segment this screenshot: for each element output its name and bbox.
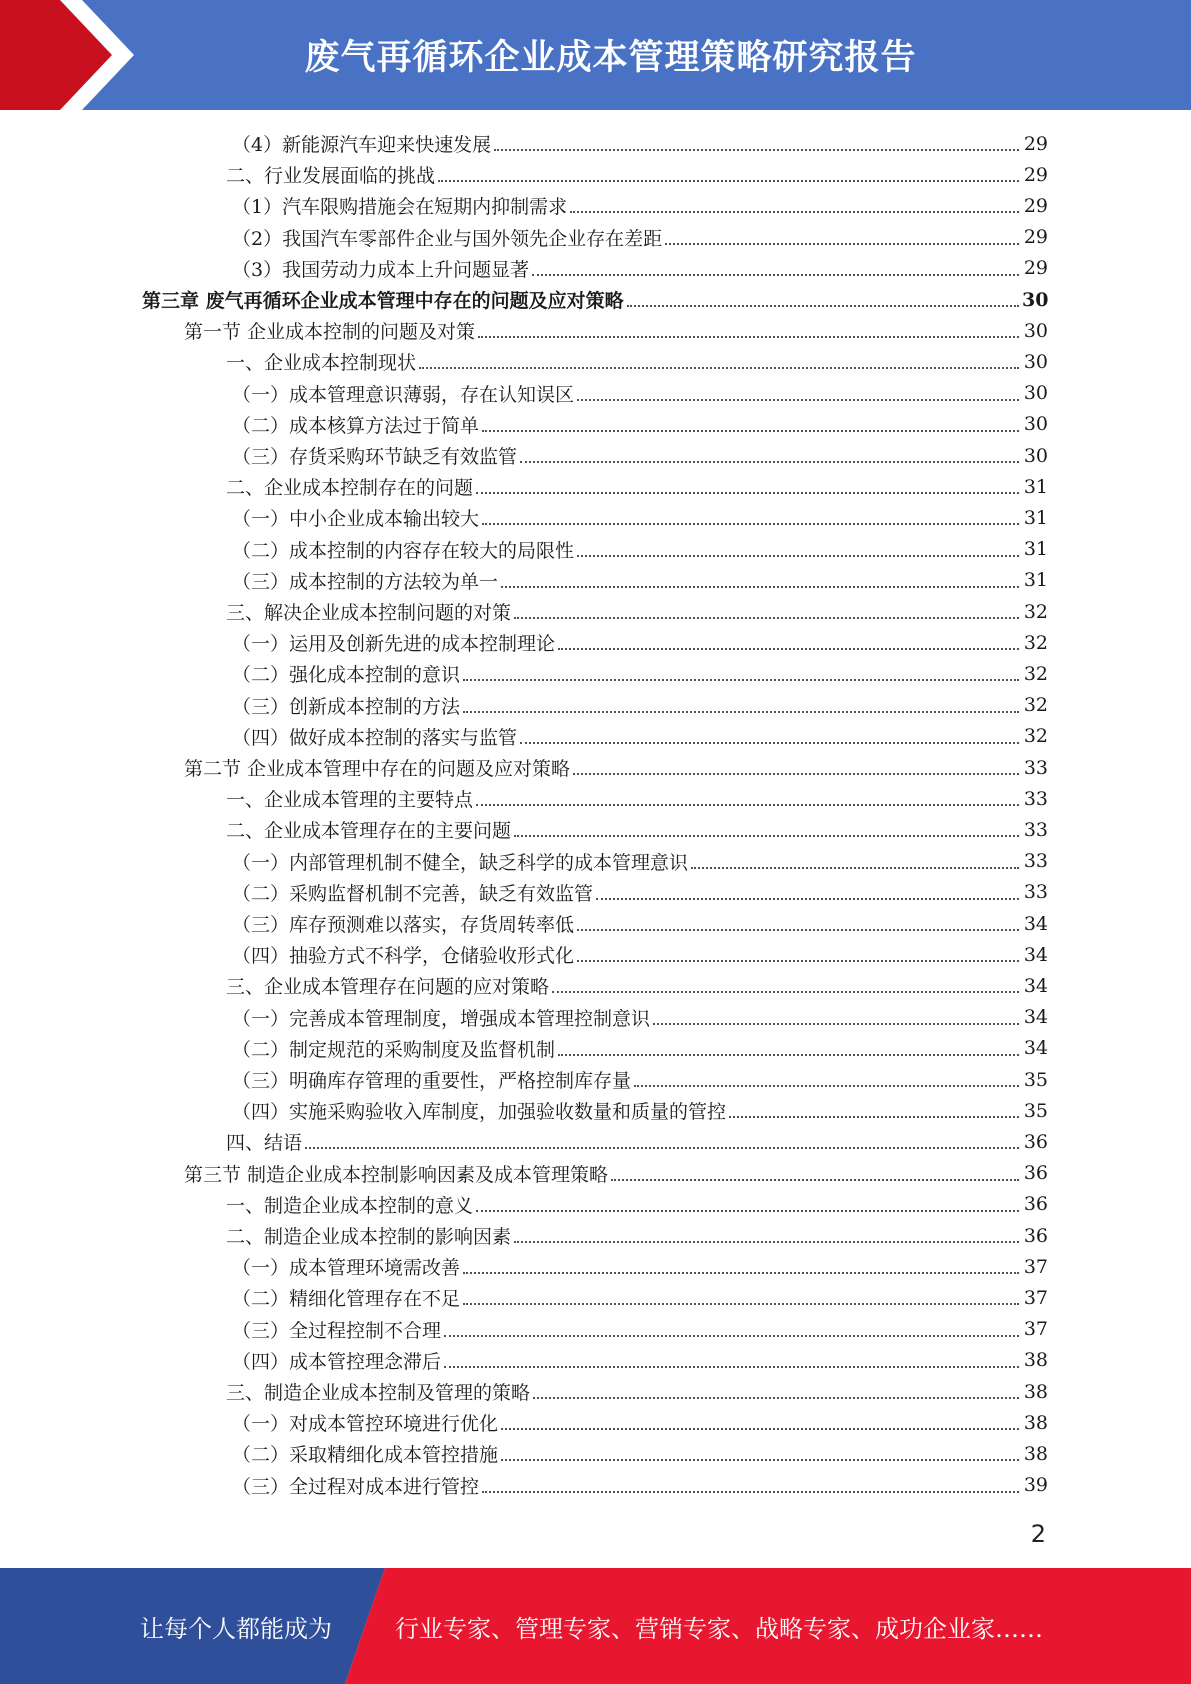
footer-slogan-left: 让每个人都能成为	[140, 1614, 332, 1643]
toc-entry-title: （三）全过程对成本进行管控	[232, 1475, 480, 1498]
toc-entry-page: 39	[1023, 1474, 1048, 1497]
toc-entry-title: 一、制造企业成本控制的意义	[226, 1194, 474, 1217]
toc-entry[interactable]	[232, 1002, 1048, 1033]
toc-entry[interactable]	[226, 596, 1048, 627]
toc-dot-leader	[476, 1209, 1019, 1212]
toc-dot-leader	[501, 1458, 1019, 1461]
toc-entry[interactable]	[232, 502, 1048, 533]
toc-entry[interactable]	[142, 284, 1048, 315]
toc-entry-page: 32	[1023, 694, 1048, 717]
toc-entry-page: 38	[1023, 1380, 1048, 1403]
toc-entry[interactable]	[184, 315, 1048, 346]
toc-dot-leader	[514, 1240, 1019, 1243]
toc-entry[interactable]	[226, 471, 1048, 502]
toc-entry-title: 二、企业成本控制存在的问题	[226, 477, 474, 500]
toc-dot-leader	[463, 1302, 1019, 1305]
toc-entry-page: 35	[1023, 1099, 1048, 1122]
toc-dot-leader	[463, 710, 1019, 713]
toc-entry[interactable]	[232, 1095, 1048, 1126]
toc-dot-leader	[501, 585, 1019, 588]
toc-entry[interactable]	[226, 346, 1048, 377]
toc-dot-leader	[482, 1490, 1019, 1493]
toc-dot-leader	[653, 1022, 1019, 1025]
page-number: 2	[1030, 1520, 1046, 1548]
toc-entry[interactable]	[226, 1126, 1048, 1157]
toc-entry[interactable]	[232, 658, 1048, 689]
toc-entry-title: （二）采购监督机制不完善，缺乏有效监管	[232, 882, 594, 905]
toc-entry[interactable]	[232, 721, 1048, 752]
toc-entry-page: 30	[1023, 350, 1048, 373]
toc-dot-leader	[514, 616, 1019, 619]
toc-entry-page: 38	[1023, 1349, 1048, 1372]
toc-entry-page: 31	[1023, 475, 1048, 498]
toc-dot-leader	[476, 491, 1019, 494]
toc-entry-page: 38	[1023, 1442, 1048, 1465]
toc-entry-title: （二）制定规范的采购制度及监督机制	[232, 1038, 556, 1061]
toc-entry-title: 三、制造企业成本控制及管理的策略	[226, 1382, 531, 1404]
header-banner	[0, 0, 1191, 110]
toc-entry-page: 31	[1023, 506, 1048, 529]
toc-dot-leader	[533, 1396, 1019, 1399]
toc-dot-leader	[501, 1427, 1019, 1430]
toc-dot-leader	[482, 522, 1019, 525]
toc-entry-page: 36	[1023, 1162, 1048, 1185]
toc-dot-leader	[520, 741, 1019, 744]
toc-entry-title: （一）成本管理意识薄弱，存在认知误区	[232, 383, 575, 406]
toc-entry-title: （一）对成本管控环境进行优化	[232, 1413, 499, 1436]
toc-entry[interactable]	[232, 565, 1048, 596]
toc-dot-leader	[570, 210, 1019, 213]
toc-entry-page: 34	[1023, 1037, 1048, 1060]
toc-entry[interactable]	[232, 939, 1048, 970]
toc-entry-page: 32	[1023, 725, 1048, 748]
toc-entry[interactable]	[232, 1407, 1048, 1438]
toc-entry-title: （三）存货采购环节缺乏有效监管	[232, 446, 518, 468]
toc-dot-leader	[305, 1146, 1019, 1149]
toc-entry-page: 33	[1023, 756, 1048, 779]
toc-entry-page: 35	[1023, 1068, 1048, 1091]
toc-entry[interactable]	[184, 1158, 1048, 1189]
toc-entry[interactable]	[226, 814, 1048, 845]
toc-dot-leader	[444, 1365, 1019, 1368]
toc-entry-page: 36	[1023, 1224, 1048, 1247]
toc-entry-title: 一、企业成本控制现状	[226, 352, 417, 375]
toc-entry-page: 34	[1023, 943, 1048, 966]
toc-entry-title: （一）成本管理环境需改善	[232, 1257, 461, 1280]
toc-entry[interactable]	[232, 534, 1048, 565]
toc-entry[interactable]	[232, 877, 1048, 908]
toc-entry[interactable]	[232, 1251, 1048, 1282]
toc-entry-page: 36	[1023, 1130, 1048, 1153]
toc-entry-title: 三、企业成本管理存在问题的应对策略	[226, 976, 550, 999]
toc-dot-leader	[532, 273, 1019, 276]
toc-entry-title: （四）做好成本控制的落实与监管	[232, 726, 518, 749]
toc-entry-title: （一）运用及创新先进的成本控制理论	[232, 633, 556, 656]
toc-dot-leader	[419, 366, 1019, 369]
toc-entry-title: 第三节 制造企业成本控制影响因素及成本管理策略	[184, 1163, 609, 1186]
toc-entry[interactable]	[232, 253, 1048, 284]
toc-entry-title: 三、解决企业成本控制问题的对策	[226, 602, 512, 624]
document-title: 废气再循环企业成本管理策略研究报告	[304, 38, 917, 78]
toc-dot-leader	[577, 398, 1019, 401]
toc-entry-page: 29	[1023, 194, 1048, 217]
toc-entry-title: （1）汽车限购措施会在短期内抑制需求	[232, 196, 568, 219]
toc-entry[interactable]	[232, 1470, 1048, 1501]
toc-entry-page: 29	[1023, 257, 1048, 280]
toc-entry[interactable]	[232, 690, 1048, 721]
toc-entry-title: 二、行业发展面临的挑战	[226, 165, 436, 188]
toc-entry-page: 32	[1023, 600, 1048, 623]
toc-dot-leader	[552, 990, 1019, 993]
toc-entry-title: 二、制造企业成本控制的影响因素	[226, 1226, 512, 1248]
toc-entry-title: 二、企业成本管理存在的主要问题	[226, 820, 512, 843]
toc-entry-page: 38	[1023, 1411, 1048, 1434]
toc-entry[interactable]	[232, 846, 1048, 877]
toc-dot-leader	[577, 959, 1019, 962]
toc-entry[interactable]	[232, 1282, 1048, 1313]
toc-entry-page: 29	[1023, 132, 1048, 155]
toc-entry-title: （二）采取精细化成本管控措施	[232, 1444, 499, 1467]
toc-entry-page: 30	[1023, 444, 1048, 467]
toc-entry-title: （二）成本核算方法过于简单	[232, 414, 480, 437]
toc-entry[interactable]	[232, 222, 1048, 253]
toc-dot-leader	[438, 179, 1019, 182]
toc-dot-leader	[520, 460, 1019, 463]
toc-dot-leader	[729, 1115, 1019, 1118]
toc-dot-leader	[514, 834, 1019, 837]
toc-entry-page: 29	[1023, 163, 1048, 186]
toc-entry-title: （3）我国劳动力成本上升问题显著	[232, 258, 530, 281]
toc-dot-leader	[558, 647, 1019, 650]
toc-dot-leader	[482, 429, 1019, 432]
header-arrow-decoration	[0, 0, 150, 110]
toc-entry[interactable]	[232, 409, 1048, 440]
toc-entry-page: 30	[1022, 288, 1049, 311]
toc-entry-title: （四）抽验方式不科学，仓储验收形式化	[232, 945, 575, 968]
toc-entry-page: 34	[1023, 912, 1048, 935]
toc-entry[interactable]	[232, 1345, 1048, 1376]
toc-entry[interactable]	[226, 783, 1048, 814]
toc-dot-leader	[476, 803, 1019, 806]
toc-dot-leader	[478, 335, 1019, 338]
toc-entry-title: （2）我国汽车零部件企业与国外领先企业存在差距	[232, 227, 663, 250]
toc-entry-title: （三）全过程控制不合理	[232, 1319, 442, 1342]
toc-entry-title: 第一节 企业成本控制的问题及对策	[184, 321, 476, 344]
toc-entry[interactable]	[232, 1314, 1048, 1345]
toc-entry[interactable]	[232, 627, 1048, 658]
toc-entry-page: 33	[1023, 850, 1048, 873]
toc-entry-title: （三）成本控制的方法较为单一	[232, 570, 499, 593]
footer-slogan-right: 行业专家、管理专家、营销专家、战略专家、成功企业家……	[395, 1614, 1043, 1643]
toc-entry[interactable]	[226, 159, 1048, 190]
toc-entry[interactable]	[232, 190, 1048, 221]
toc-entry-title: 一、企业成本管理的主要特点	[226, 789, 474, 812]
toc-entry-title: （二）精细化管理存在不足	[232, 1288, 461, 1311]
toc-dot-leader	[665, 242, 1019, 245]
toc-entry-page: 31	[1023, 538, 1048, 561]
toc-entry[interactable]	[232, 1033, 1048, 1064]
toc-dot-leader	[577, 554, 1019, 557]
toc-dot-leader	[611, 1178, 1019, 1181]
toc-dot-leader	[691, 866, 1019, 869]
toc-entry-page: 30	[1023, 382, 1048, 405]
toc-dot-leader	[573, 772, 1019, 775]
toc-entry-page: 37	[1023, 1286, 1048, 1309]
toc-entry-page: 33	[1023, 787, 1048, 810]
toc-entry-title: （三）创新成本控制的方法	[232, 695, 461, 718]
toc-entry-title: （二）成本控制的内容存在较大的局限性	[232, 539, 575, 562]
toc-dot-leader	[558, 1053, 1019, 1056]
toc-dot-leader	[577, 928, 1019, 931]
toc-entry-page: 34	[1023, 1006, 1048, 1029]
toc-entry-title: （四）成本管控理念滞后	[232, 1350, 442, 1373]
toc-entry-page: 32	[1023, 662, 1048, 685]
toc-dot-leader	[634, 1084, 1019, 1087]
toc-entry[interactable]	[232, 440, 1048, 471]
toc-entry-title: （一）完善成本管理制度，增强成本管理控制意识	[232, 1007, 651, 1030]
toc-entry[interactable]	[232, 1438, 1048, 1469]
toc-entry-title: 四、结语	[226, 1132, 303, 1155]
toc-entry-title: （4）新能源汽车迎来快速发展	[232, 134, 492, 156]
toc-entry[interactable]	[226, 1376, 1048, 1407]
toc-entry-title: （一）内部管理机制不健全，缺乏科学的成本管理意识	[232, 851, 689, 874]
toc-entry-page: 30	[1023, 413, 1048, 436]
toc-entry-page: 33	[1023, 818, 1048, 841]
toc-dot-leader	[494, 148, 1019, 151]
toc-entry-page: 31	[1023, 569, 1048, 592]
toc-entry-title: 第三章 废气再循环企业成本管理中存在的问题及应对策略	[142, 290, 624, 312]
toc-entry[interactable]	[232, 128, 1048, 159]
toc-entry-page: 37	[1023, 1255, 1048, 1278]
toc-entry[interactable]	[226, 1220, 1048, 1251]
toc-dot-leader	[463, 1271, 1019, 1274]
toc-entry-title: （三）库存预测难以落实，存货周转率低	[232, 914, 575, 936]
footer-banner	[0, 1568, 1191, 1684]
toc-dot-leader	[444, 1334, 1019, 1337]
toc-entry-page: 30	[1023, 319, 1048, 342]
toc-entry-page: 32	[1023, 631, 1048, 654]
toc-entry-title: （一）中小企业成本输出较大	[232, 508, 480, 531]
toc-entry-page: 29	[1023, 226, 1048, 249]
toc-entry-page: 33	[1023, 881, 1048, 904]
toc-entry-title: （三）明确库存管理的重要性，严格控制库存量	[232, 1070, 632, 1092]
toc-entry[interactable]	[232, 378, 1048, 409]
toc-entry-title: （四）实施采购验收入库制度，加强验收数量和质量的管控	[232, 1101, 727, 1124]
toc-entry[interactable]	[184, 752, 1048, 783]
toc-entry[interactable]	[226, 970, 1048, 1001]
toc-entry-title: 第二节 企业成本管理中存在的问题及应对策略	[184, 758, 571, 780]
toc-entry[interactable]	[226, 1189, 1048, 1220]
toc-entry-page: 37	[1023, 1318, 1048, 1341]
toc-dot-leader	[463, 678, 1019, 681]
toc-entry[interactable]	[232, 1064, 1048, 1095]
toc-entry[interactable]	[232, 908, 1048, 939]
toc-entry-page: 34	[1023, 974, 1048, 997]
toc-entry-title: （二）强化成本控制的意识	[232, 664, 461, 687]
toc-dot-leader	[627, 304, 1019, 307]
toc-dot-leader	[596, 897, 1019, 900]
toc-entry-page: 36	[1023, 1193, 1048, 1216]
